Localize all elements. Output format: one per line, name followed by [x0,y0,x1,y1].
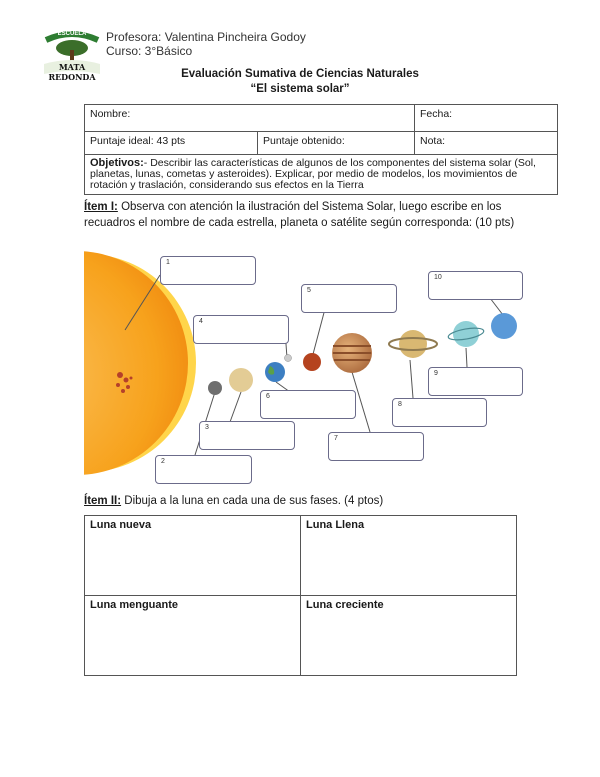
planet-uranus [447,321,484,347]
box-number: 6 [266,393,270,400]
item1-label: Ítem I: [84,201,118,213]
grade-field[interactable]: Nota: [415,132,558,155]
planet-mercury [208,381,222,395]
box-number: 5 [307,287,311,294]
box-number: 10 [434,274,442,281]
item1-text: Observa con atención la ilustración del Sistema Solar, luego escribe en los recuadros el nombre de cada estrella, planeta o satélite según corresponda: (10 pts) [84,201,515,229]
ideal-score: Puntaje ideal: 43 pts [85,132,258,155]
item2-label: Ítem II: [84,495,122,507]
planet-neptune [491,313,517,339]
cell-full-moon[interactable]: Luna Llena [301,516,517,596]
obtained-score-field[interactable]: Puntaje obtenido: [258,132,415,155]
evaluation-subtitle: “El sistema solar” [250,83,350,95]
answer-box-1[interactable] [160,256,256,285]
planet-saturn [389,330,437,358]
box-number: 2 [161,458,165,465]
answer-box-8[interactable] [392,398,487,427]
logo-bottom-text: MATA REDONDA [48,62,96,82]
answer-box-2[interactable] [155,455,252,484]
answer-box-4[interactable] [193,315,289,344]
answer-box-9[interactable] [428,367,523,396]
planet-jupiter [332,333,372,373]
moon-shape [285,355,292,362]
cell-new-moon[interactable]: Luna nueva [85,516,301,596]
box-number: 3 [205,424,209,431]
answer-box-3[interactable] [199,421,295,450]
item2-instructions [84,493,529,509]
cell-waning-moon[interactable]: Luna menguante [85,596,301,676]
objectives-label: Objetivos: [90,157,144,169]
box-number: 7 [334,435,338,442]
logo-top-text: ESCUELA [57,31,87,37]
date-field[interactable]: Fecha: [415,105,558,132]
answer-box-7[interactable] [328,432,424,461]
answer-box-10[interactable] [428,271,523,300]
cell-waxing-moon[interactable]: Luna creciente [301,596,517,676]
box-number: 9 [434,370,438,377]
teacher-name: Profesora: Valentina Pincheira Godoy [106,30,306,44]
evaluation-title: Evaluación Sumativa de Ciencias Naturales [181,68,419,80]
planet-mars [303,353,321,371]
name-field[interactable]: Nombre: [85,105,415,132]
box-number: 4 [199,318,203,325]
moon-phases-table [84,515,517,676]
box-number: 1 [166,259,170,266]
objectives-text: - Describir las características de algunos de los componentes del sistema solar (Sol, planetas, lunas, cometas y asteroides). Explicar, por medio de modelos, los movimientos de rotación y traslación, considerando sus efectos en la Tierra [90,157,536,191]
planet-earth [265,362,285,382]
answer-box-6[interactable] [260,390,356,419]
answer-box-5[interactable] [301,284,397,313]
item2-text: Dibuja a la luna en cada una de sus fases. (4 ptos) [121,495,384,507]
course-name: Curso: 3°Básico [106,44,193,58]
box-number: 8 [398,401,402,408]
planet-venus [229,368,253,392]
